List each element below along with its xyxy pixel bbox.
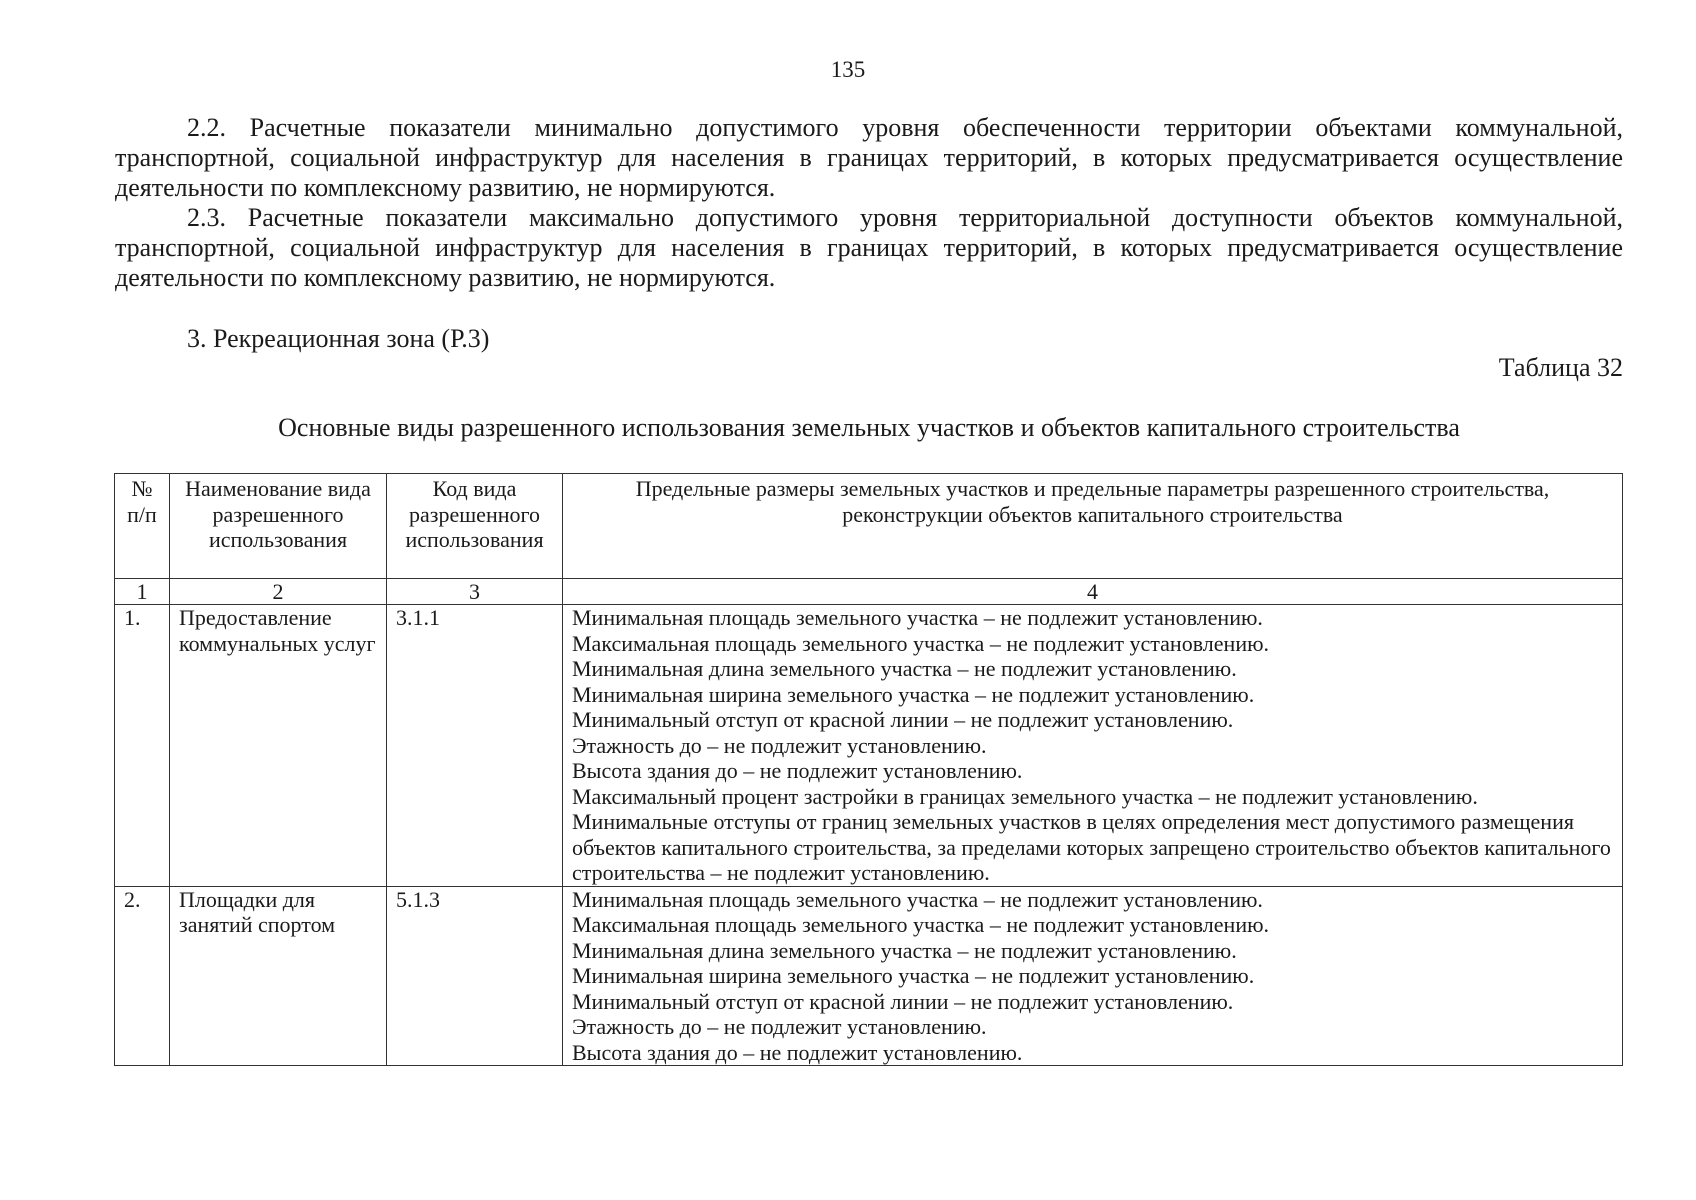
column-number: 4 [563,579,1623,605]
paragraph-2-3: 2.3. Расчетные показатели максимально допустимого уровня территориальной доступности объектов коммунальной, транспортной, социальной инфраструктур для населения в границах территорий, в которых предусматривается осуществление деятельности по комплексному развитию, не нормируются. [115,203,1623,292]
use-code: 5.1.3 [387,886,563,1066]
parameter-line: Минимальный отступ от красной линии – не подлежит установлению. [572,707,1234,732]
use-name: Площадки для занятий спортом [170,886,387,1066]
parameter-line: Максимальная площадь земельного участка – не подлежит установлению. [572,912,1270,937]
parameter-line: Максимальная площадь земельного участка – не подлежит установлению. [572,630,1270,656]
parameter-line: Этажность до – не подлежит установлению. [572,1014,987,1039]
column-number-row [115,579,1623,605]
table-label: Таблица 32 [1498,353,1623,382]
parameter-line: Минимальная длина земельного участка – не подлежит установлению. [572,937,1237,963]
column-number: 1 [115,579,170,605]
column-number: 2 [170,579,387,605]
parameter-line: Минимальный отступ от красной линии – не подлежит установлению. [572,988,1234,1014]
use-parameters [563,605,1623,887]
parameter-line: Высота здания до – не подлежит установлению. [572,758,1023,783]
table-header-row [115,474,1623,579]
parameter-line: Минимальная площадь земельного участка – не подлежит установлению. [572,605,1263,630]
column-number: 3 [387,579,563,605]
parameter-line: Минимальная ширина земельного участка – не подлежит установлению. [572,681,1255,707]
parameter-line: Минимальная длина земельного участка – не подлежит установлению. [572,656,1237,681]
table-row [115,605,1623,887]
paragraph-2-2: 2.2. Расчетные показатели минимально допустимого уровня обеспеченности территории объектами коммунальной, транспортной, социальной инфраструктур для населения в границах территорий, в которых предусматривается осуществление деятельности по комплексному развитию, не нормируются. [115,113,1623,202]
row-number: 1. [115,605,170,887]
use-code: 3.1.1 [387,605,563,887]
header-parameters: Предельные размеры земельных участков и предельные параметры разрешенного строительства, реконструкции объектов капитального строительства [563,474,1623,579]
use-name: Предоставление коммунальных услуг [170,605,387,887]
header-use-name: Наименование вида разрешенного использования [170,474,387,579]
section-heading: 3. Рекреационная зона (Р.3) [187,324,490,353]
permitted-use-table [114,473,1623,1066]
header-use-code: Код вида разрешенного использования [387,474,563,579]
parameter-line: Максимальный процент застройки в границах земельного участка – не подлежит установлению. [572,783,1478,809]
parameter-line: Минимальные отступы от границ земельных участков в целях определения мест допустимого размещения объектов капитального строительства, за пределами которых запрещено строительство объектов капитального строительства – не подлежит установлению. [572,809,1611,885]
parameter-line: Высота здания до – не подлежит установлению. [572,1039,1023,1065]
parameter-line: Минимальная ширина земельного участка – не подлежит установлению. [572,963,1255,988]
row-number: 2. [115,886,170,1066]
use-parameters [563,886,1623,1066]
page-number: 135 [830,57,866,82]
table-row [115,886,1623,1066]
parameter-line: Этажность до – не подлежит установлению. [572,732,987,758]
table-title: Основные виды разрешенного использования земельных участков и объектов капитального строительства [278,413,1460,442]
parameter-line: Минимальная площадь земельного участка – не подлежит установлению. [572,886,1263,912]
header-number: № п/п [115,474,170,579]
